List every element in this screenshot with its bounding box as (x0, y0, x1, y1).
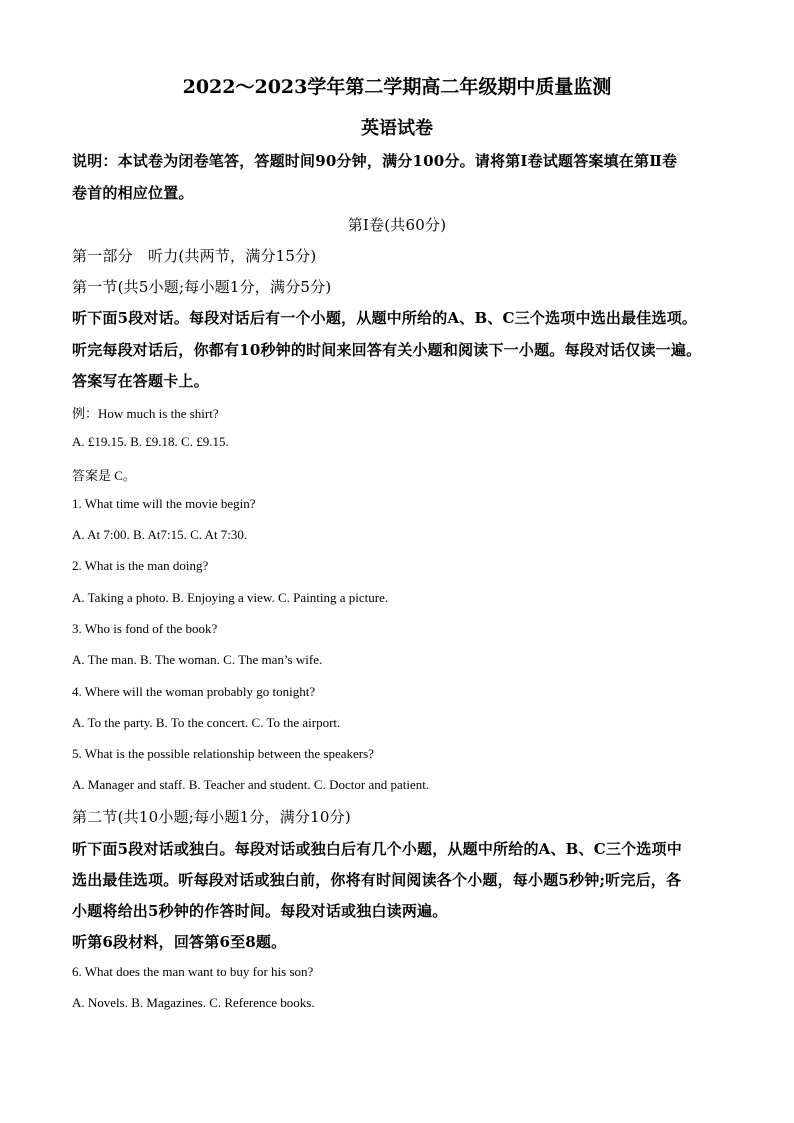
question-text: 5. What is the possible relationship between the speakers? (72, 746, 374, 761)
section2-directions-3: 小题将给出5秒钟的作答时间。每段对话或独白读两遍。 (72, 902, 448, 920)
section1-directions-2: 听完每段对话后，你都有10秒钟的时间来回答有关小题和阅读下一小题。每段对话仅读一遍。 (72, 341, 702, 359)
section1-title: 第一节(共5小题;每小题1分，满分5分) (72, 278, 332, 296)
question-options: A. Taking a photo. B. Enjoying a view. C. Painting a picture. (72, 590, 389, 605)
exam-title: 2022～2023学年第二学期高二年级期中质量监测 (182, 76, 612, 98)
example-options: A. £19.15. B. £9.18. C. £9.15. (72, 434, 229, 449)
exam-subtitle: 英语试卷 (361, 118, 433, 139)
part1-title: 第一部分 听力(共两节，满分15分) (72, 247, 317, 265)
question-options: A. Novels. B. Magazines. C. Reference books. (72, 995, 315, 1010)
section2-title: 第二节(共10小题;每小题1分，满分10分) (72, 808, 351, 826)
volume-title: 第Ⅰ卷(共60分) (347, 216, 447, 234)
material-6-heading: 听第6段材料，回答第6至8题。 (72, 933, 287, 951)
question-text: 1. What time will the movie begin? (72, 496, 256, 511)
example-answer: 答案是 C。 (72, 468, 136, 483)
instructions-line-1: 说明：本试卷为闭卷笔答，答题时间90分钟，满分100分。请将第Ⅰ卷试题答案填在第Ⅱ卷 (72, 152, 678, 170)
question-text: 4. Where will the woman probably go tonight? (72, 684, 316, 699)
section2-directions-2: 选出最佳选项。听每段对话或独白前，你将有时间阅读各个小题，每小题5秒钟;听完后，各 (72, 871, 682, 889)
question-text: 2. What is the man doing? (72, 558, 209, 573)
example-question: 例：How much is the shirt? (72, 406, 219, 421)
question-options: A. Manager and staff. B. Teacher and student. C. Doctor and patient. (72, 777, 430, 792)
question-options: A. To the party. B. To the concert. C. To the airport. (72, 715, 341, 730)
section2-directions-1: 听下面5段对话或独白。每段对话或独白后有几个小题，从题中所给的A、B、C三个选项中 (72, 840, 682, 858)
question-options: A. The man. B. The woman. C. The man’s wife. (72, 652, 323, 667)
section1-directions-1: 听下面5段对话。每段对话后有一个小题，从题中所给的A、B、C三个选项中选出最佳选项。 (72, 309, 698, 327)
question-text: 6. What does the man want to buy for his son? (72, 964, 314, 979)
section1-directions-3: 答案写在答题卡上。 (72, 372, 209, 390)
question-text: 3. Who is fond of the book? (72, 621, 218, 636)
question-options: A. At 7:00. B. At7:15. C. At 7:30. (72, 527, 248, 542)
instructions-line-2: 卷首的相应位置。 (72, 184, 194, 202)
